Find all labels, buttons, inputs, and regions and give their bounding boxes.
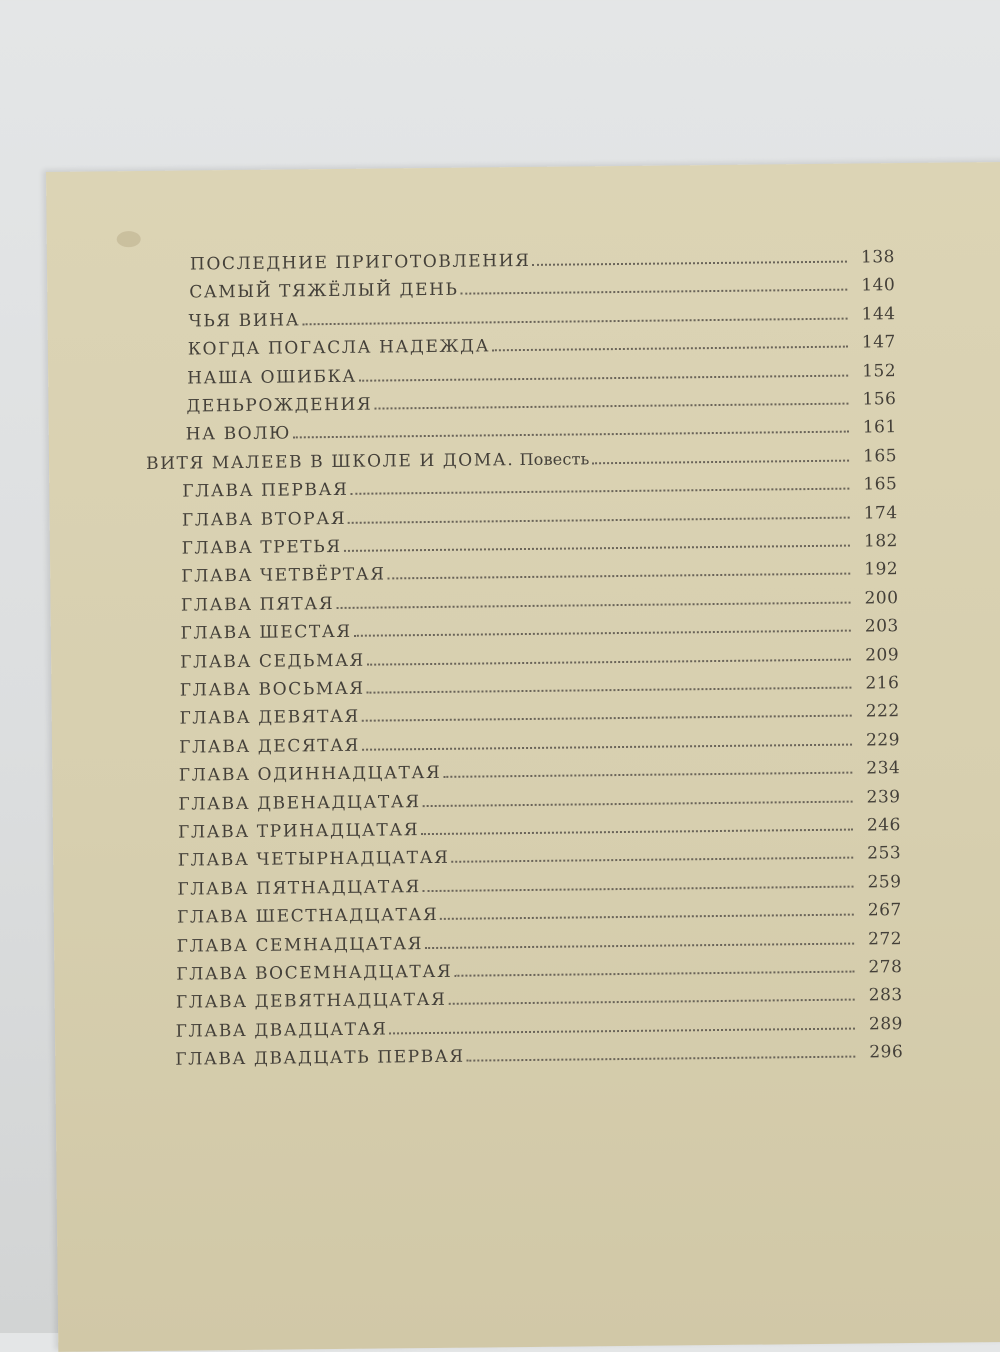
toc-entry-page-number: 165 <box>862 445 898 467</box>
toc-entry <box>178 815 901 843</box>
toc-entry-title <box>182 508 346 530</box>
toc-entry-title <box>181 594 334 616</box>
toc-entry-title-text: ГЛАВА ПЯТНАДЦАТАЯ <box>177 876 421 900</box>
toc-entry-subtitle: Повесть <box>514 449 590 469</box>
toc-entry-title <box>178 820 419 843</box>
toc-entry-page-number: 289 <box>868 1013 904 1035</box>
toc-entry-page-number: 144 <box>861 303 896 325</box>
dot-leader <box>362 743 852 750</box>
toc-entry-title-text: ДЕНЬРОЖДЕНИЯ <box>186 394 373 417</box>
toc-entry-page-number: 182 <box>863 531 899 552</box>
toc-entry-page-number: 253 <box>867 843 902 864</box>
toc-entry-title-text: ЧЬЯ ВИНА <box>188 310 301 332</box>
dot-leader <box>440 914 854 920</box>
toc-entry-title-text: КОГДА ПОГАСЛА НАДЕЖДА <box>187 336 491 360</box>
dot-leader <box>425 942 854 948</box>
toc-entry-page-number: 267 <box>867 900 902 921</box>
dot-leader <box>388 573 851 580</box>
toc-entry-title <box>189 280 458 303</box>
toc-entry-title <box>178 848 450 871</box>
dot-leader <box>344 545 850 552</box>
toc-entry-title-text: НАША ОШИБКА <box>187 366 357 389</box>
toc-entry-page-number: 234 <box>866 758 901 779</box>
toc-entry-title-text: ГЛАВА СЕДЬМАЯ <box>180 650 365 673</box>
toc-entry <box>188 304 895 331</box>
toc-entry <box>180 673 900 701</box>
toc-entry-title <box>186 395 372 417</box>
toc-entry <box>180 616 898 644</box>
toc-entry-title-text: ГЛАВА ДВАДЦАТАЯ <box>175 1019 388 1042</box>
toc-entry-title <box>182 537 342 559</box>
toc-entry-title-text: ГЛАВА ВОСЕМНАДЦАТАЯ <box>176 961 453 985</box>
toc-entry-title-text: ГЛАВА ДВАДЦАТЬ ПЕРВАЯ <box>175 1046 465 1070</box>
toc-entry-title-text: ГЛАВА ОДИННАДЦАТАЯ <box>178 763 442 786</box>
toc-entry-title <box>182 480 348 502</box>
toc-entry <box>176 957 902 985</box>
toc-entry-page-number: 192 <box>864 559 899 580</box>
toc-entry-title <box>181 565 385 587</box>
toc-entry-page-number: 140 <box>861 275 896 296</box>
toc-entry-title <box>176 990 447 1013</box>
toc-entry <box>176 1014 904 1042</box>
table-of-contents <box>46 162 1000 1070</box>
toc-entry <box>190 247 895 274</box>
toc-entry-title <box>178 792 420 815</box>
dot-leader <box>336 601 850 608</box>
dot-leader <box>302 317 847 325</box>
dot-leader <box>454 971 854 977</box>
toc-entry <box>175 1042 903 1070</box>
toc-entry-title-text: НА ВОЛЮ <box>185 423 292 445</box>
toc-entry <box>176 985 903 1013</box>
toc-entry-title <box>180 622 351 644</box>
toc-entry <box>182 503 898 530</box>
toc-entry-title-text: ГЛАВА ШЕСТАЯ <box>180 622 352 644</box>
toc-entry-page-number: 165 <box>863 474 898 495</box>
toc-entry-title-text: ВИТЯ МАЛЕЕВ В ШКОЛЕ И ДОМА. <box>145 449 515 474</box>
dot-leader <box>443 772 852 778</box>
toc-entry-page-number: 156 <box>862 389 897 410</box>
paper-stain <box>117 231 141 247</box>
toc-entry-title <box>179 763 442 786</box>
toc-entry <box>177 900 902 928</box>
dot-leader <box>448 999 854 1005</box>
dot-leader <box>467 1056 856 1062</box>
toc-entry-page-number: 200 <box>864 587 899 609</box>
dot-leader <box>359 374 848 381</box>
toc-entry-page-number: 203 <box>864 616 899 637</box>
toc-entry-title <box>187 366 357 388</box>
dot-leader <box>348 516 850 523</box>
dot-leader <box>452 857 854 863</box>
toc-entry-title <box>180 650 365 672</box>
toc-entry <box>186 389 896 416</box>
toc-entry <box>182 531 898 558</box>
toc-entry-title-text: ГЛАВА ТРИНАДЦАТАЯ <box>178 820 420 843</box>
toc-entry <box>180 645 899 673</box>
toc-entry-title <box>190 251 531 275</box>
toc-entry-title-text: ГЛАВА ДЕСЯТАЯ <box>179 735 361 758</box>
dot-leader <box>362 715 852 722</box>
toc-entry-title-text: ГЛАВА СЕМНАДЦАТАЯ <box>176 933 424 957</box>
toc-entry <box>146 446 897 474</box>
dot-leader <box>367 658 851 665</box>
dot-leader <box>367 687 852 694</box>
toc-entry <box>177 872 901 900</box>
dot-leader <box>492 346 848 352</box>
toc-entry-title <box>177 934 423 957</box>
toc-entry-page-number: 259 <box>867 871 902 893</box>
toc-entry-title-text: ПОСЛЕДНИЕ ПРИГОТОВЛЕНИЯ <box>189 250 531 275</box>
dot-leader <box>461 289 848 295</box>
toc-entry <box>187 361 896 388</box>
dot-leader <box>423 885 854 892</box>
dot-leader <box>421 829 853 836</box>
dot-leader <box>374 403 848 410</box>
toc-entry-title-text: ГЛАВА ТРЕТЬЯ <box>181 536 342 559</box>
toc-entry <box>178 843 902 871</box>
toc-entry <box>181 559 898 587</box>
dot-leader <box>350 488 849 495</box>
toc-entry-page-number: 161 <box>862 417 897 438</box>
toc-entry-title <box>175 1047 465 1070</box>
toc-entry-title <box>179 707 359 729</box>
toc-entry-title <box>177 877 421 900</box>
toc-entry-title-text: ГЛАВА ДЕВЯТАЯ <box>179 707 360 730</box>
toc-entry-page-number: 174 <box>863 502 898 524</box>
toc-entry-page-number: 246 <box>866 815 901 836</box>
toc-entry-page-number: 239 <box>866 786 901 808</box>
toc-entry <box>186 417 897 444</box>
toc-entry-page-number: 152 <box>862 360 897 382</box>
toc-entry-title-text: ГЛАВА ШЕСТНАДЦАТАЯ <box>176 905 439 928</box>
toc-entry-title <box>176 1019 388 1041</box>
toc-entry-title-text: ГЛАВА ЧЕТЫРНАДЦАТАЯ <box>177 848 450 872</box>
toc-entry-title <box>176 962 452 985</box>
toc-entry-title-text: ГЛАВА ЧЕТВЁРТАЯ <box>181 564 386 587</box>
toc-entry-title-text: ГЛАВА ДВЕНАДЦАТАЯ <box>178 791 421 815</box>
dot-leader <box>423 800 853 807</box>
toc-entry-title <box>146 449 590 474</box>
toc-entry <box>179 701 899 729</box>
toc-entry-title <box>180 679 365 701</box>
toc-entry <box>179 758 901 786</box>
dot-leader <box>532 261 847 266</box>
toc-entry-title <box>177 905 438 928</box>
toc-entry-page-number: 278 <box>868 957 903 978</box>
toc-entry-title-text: ГЛАВА ДЕВЯТНАДЦАТАЯ <box>175 990 447 1014</box>
toc-entry <box>182 474 897 501</box>
dot-leader <box>293 431 849 439</box>
toc-entry-page-number: 272 <box>868 928 903 950</box>
toc-entry <box>188 332 896 359</box>
toc-entry <box>189 276 895 303</box>
dot-leader <box>354 630 851 637</box>
toc-entry-page-number: 229 <box>865 729 901 751</box>
toc-entry <box>179 730 900 758</box>
toc-entry-page-number: 147 <box>861 332 896 353</box>
toc-entry-page-number: 222 <box>865 701 900 722</box>
toc-entry-title-text: ГЛАВА ВТОРАЯ <box>181 508 347 531</box>
toc-entry-page-number: 216 <box>865 673 900 694</box>
toc-entry-title-text: ГЛАВА ПЕРВАЯ <box>182 480 349 502</box>
toc-entry-title <box>188 310 300 331</box>
toc-entry-title <box>179 736 360 758</box>
toc-entry-title <box>186 424 291 445</box>
dot-leader <box>592 459 849 464</box>
toc-entry <box>177 929 903 957</box>
toc-entry <box>181 588 899 616</box>
toc-entry-page-number: 138 <box>860 247 896 268</box>
toc-entry <box>178 787 900 815</box>
dot-leader <box>389 1027 855 1034</box>
toc-entry-page-number: 209 <box>865 644 900 666</box>
book-page <box>46 162 1000 1352</box>
toc-entry-page-number: 296 <box>869 1042 904 1063</box>
toc-entry-title-text: ГЛАВА ПЯТАЯ <box>180 593 335 616</box>
toc-entry-page-number: 283 <box>868 985 903 1006</box>
toc-entry-title-text: ГЛАВА ВОСЬМАЯ <box>179 678 365 701</box>
toc-entry-title-text: САМЫЙ ТЯЖЁЛЫЙ ДЕНЬ <box>189 280 459 303</box>
toc-entry-title <box>188 337 490 360</box>
